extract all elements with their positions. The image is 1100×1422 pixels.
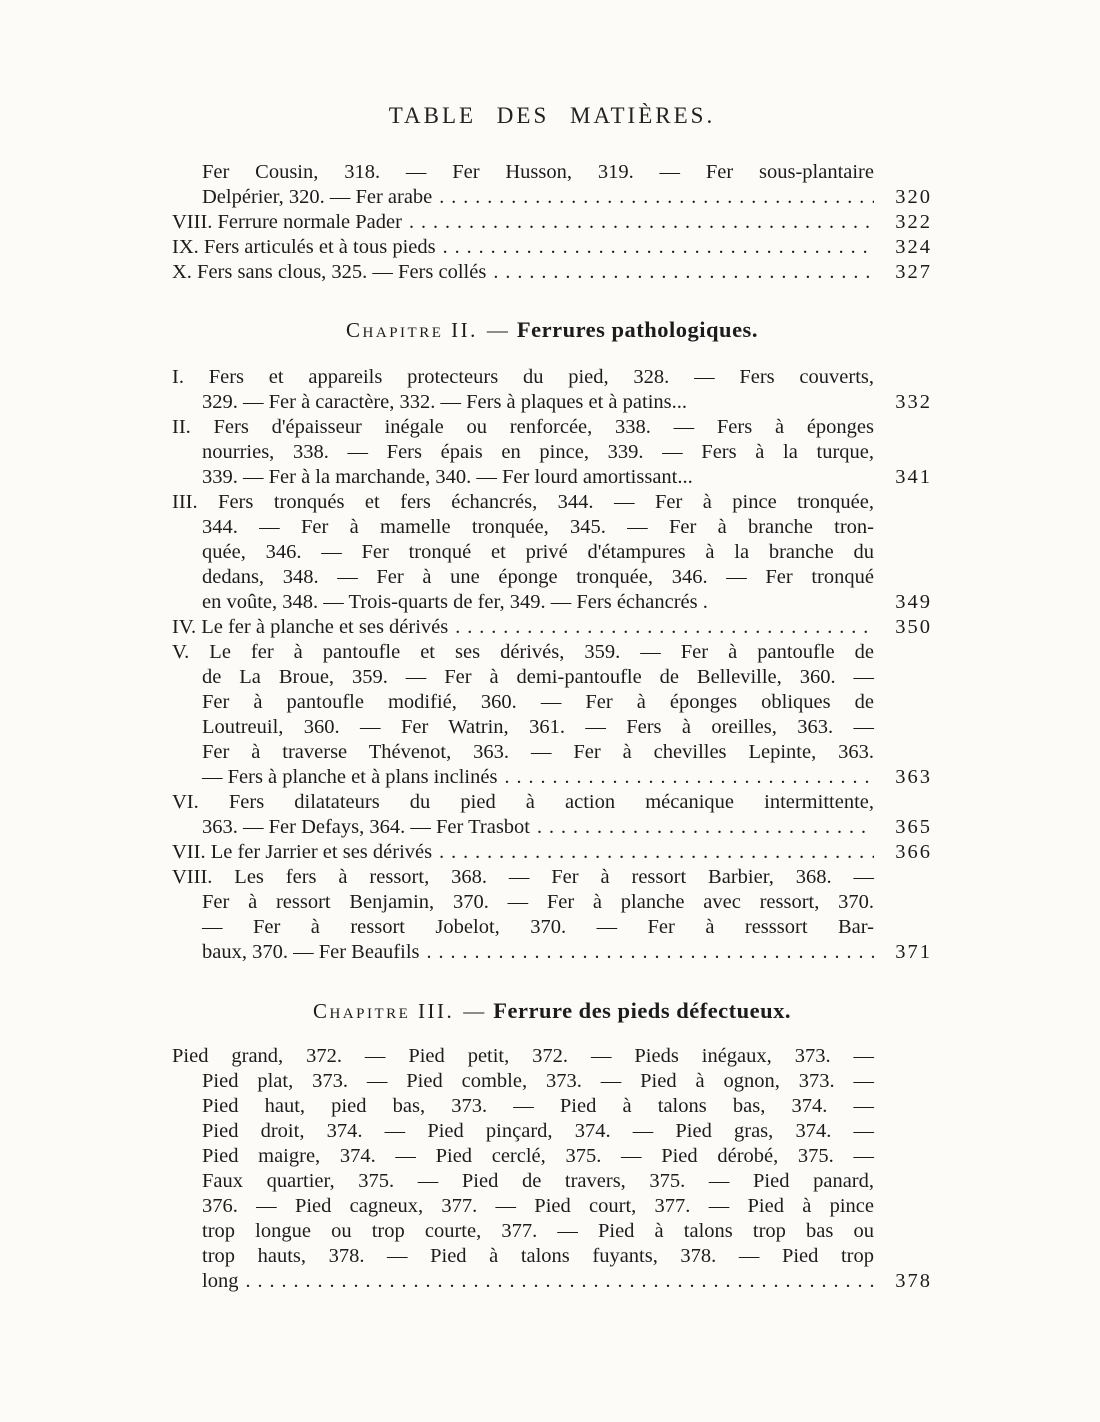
- toc-line: [172, 1094, 932, 1119]
- toc-line: [172, 490, 932, 515]
- toc-line: [172, 1269, 932, 1294]
- toc-line: [172, 590, 932, 615]
- toc-line-text: VIII. Ferrure normale Pader: [172, 211, 402, 233]
- toc-line: [172, 1244, 932, 1269]
- page-number: 341: [895, 466, 932, 488]
- page-title: TABLE DES MATIÈRES.: [388, 103, 716, 128]
- toc-line: [172, 185, 932, 210]
- chapter-dash: —: [463, 999, 485, 1023]
- toc-line-text: 363. — Fer Defays, 364. — Fer Trasbot: [202, 816, 530, 838]
- toc-line-text: 376. — Pied cagneux, 377. — Pied court, 377. — Pied à pince: [202, 1195, 874, 1217]
- toc-line-text: Pied grand, 372. — Pied petit, 372. — Pieds inégaux, 373. —: [172, 1045, 874, 1067]
- toc-line-text: Fer à traverse Thévenot, 363. — Fer à chevilles Lepinte, 363.: [202, 741, 874, 763]
- toc-line-text: Pied plat, 373. — Pied comble, 373. — Pied à ognon, 373. —: [202, 1070, 874, 1092]
- toc-line: [172, 615, 932, 640]
- toc-line: [172, 415, 932, 440]
- page-number: 350: [895, 616, 932, 638]
- toc-line: [172, 915, 932, 940]
- toc-line: [172, 160, 932, 185]
- toc-line: [172, 1044, 932, 1069]
- dot-leader: [436, 235, 874, 260]
- toc-line-text: — Fer à ressort Jobelot, 370. — Fer à resssort Bar-: [202, 916, 874, 938]
- chapter-label: Chapitre II.: [346, 318, 478, 342]
- toc-line: [172, 690, 932, 715]
- toc-line: [172, 940, 932, 965]
- toc-line: [172, 640, 932, 665]
- chapter-dash: —: [486, 318, 508, 342]
- toc-line-text: quée, 346. — Fer tronqué et privé d'étampures à la branche du: [202, 541, 874, 563]
- page-number: 365: [895, 816, 932, 838]
- page-number: 322: [895, 211, 932, 233]
- toc-line: [172, 210, 932, 235]
- toc-line: [172, 1144, 932, 1169]
- toc-line: [172, 1069, 932, 1094]
- toc-section-intro: [172, 160, 932, 285]
- toc-line: [172, 1194, 932, 1219]
- toc-line: [172, 1119, 932, 1144]
- toc-line-text: VII. Le fer Jarrier et ses dérivés: [172, 841, 433, 863]
- dot-leader: [530, 815, 874, 840]
- toc-line: [172, 865, 932, 890]
- page-number: 363: [895, 766, 932, 788]
- toc-line-text: nourries, 338. — Fers épais en pince, 339. — Fers à la turque,: [202, 441, 874, 463]
- toc-line-text: dedans, 348. — Fer à une éponge tronquée, 346. — Fer tronqué: [202, 566, 874, 588]
- dot-leader: [238, 1269, 874, 1294]
- toc-line-text: Delpérier, 320. — Fer arabe: [202, 186, 433, 208]
- toc-line-text: Fer Cousin, 318. — Fer Husson, 319. — Fer sous-plantaire: [202, 161, 874, 183]
- toc-line-text: Fer à pantoufle modifié, 360. — Fer à éponges obliques de: [202, 691, 874, 713]
- toc-line-text: trop hauts, 378. — Pied à talons fuyants, 378. — Pied trop: [202, 1245, 874, 1267]
- page-number: 366: [895, 841, 932, 863]
- page-number: 349: [895, 591, 932, 613]
- page-number: 327: [895, 261, 932, 283]
- dot-leader: [432, 840, 874, 865]
- toc-line-text: 344. — Fer à mamelle tronquée, 345. — Fer à branche tron-: [202, 516, 874, 538]
- dot-leader: [432, 185, 874, 210]
- chapter-label: Chapitre III.: [312, 999, 455, 1023]
- page-number: 324: [895, 236, 932, 258]
- chapter-title: Ferrure des pieds défectueux.: [493, 998, 792, 1023]
- toc-line: [172, 815, 932, 840]
- dot-leader: [486, 260, 874, 285]
- toc-section-ch3: [172, 1044, 932, 1294]
- toc-line-text: de La Broue, 359. — Fer à demi-pantoufle de Belleville, 360. —: [202, 666, 874, 688]
- page-number: 320: [895, 186, 932, 208]
- toc-line: [172, 365, 932, 390]
- toc-line-text: II. Fers d'épaisseur inégale ou renforcée, 338. — Fers à éponges: [172, 416, 874, 438]
- toc-line: [172, 665, 932, 690]
- toc-line-text: VIII. Les fers à ressort, 368. — Fer à ressort Barbier, 368. —: [172, 866, 874, 888]
- toc-line-text: Loutreuil, 360. — Fer Watrin, 361. — Fers à oreilles, 363. —: [202, 716, 874, 738]
- chapter-heading-2: [172, 314, 932, 346]
- dot-leader: [402, 210, 874, 235]
- dot-leader: [448, 615, 874, 640]
- toc-line-text: long: [202, 1270, 239, 1292]
- toc-line: [172, 260, 932, 285]
- toc-line-text: III. Fers tronqués et fers échancrés, 344. — Fer à pince tronquée,: [172, 491, 874, 513]
- toc-line-text: en voûte, 348. — Trois-quarts de fer, 349. — Fers échancrés .: [202, 591, 708, 613]
- toc-line: [172, 1219, 932, 1244]
- toc-line: [172, 790, 932, 815]
- toc-line: [172, 565, 932, 590]
- toc-line-text: I. Fers et appareils protecteurs du pied, 328. — Fers couverts,: [172, 366, 874, 388]
- chapter-heading-3: [172, 995, 932, 1027]
- toc-section-ch2: [172, 365, 932, 965]
- toc-line-text: Faux quartier, 375. — Pied de travers, 375. — Pied panard,: [202, 1170, 874, 1192]
- toc-line-text: IV. Le fer à planche et ses dérivés: [172, 616, 449, 638]
- toc-line: [172, 890, 932, 915]
- dot-leader: [497, 765, 874, 790]
- toc-line-text: IX. Fers articulés et à tous pieds: [172, 236, 436, 258]
- toc-line-text: V. Le fer à pantoufle et ses dérivés, 359. — Fer à pantoufle de: [172, 641, 874, 663]
- toc-line-text: VI. Fers dilatateurs du pied à action mécanique intermittente,: [172, 791, 874, 813]
- toc-line-text: trop longue ou trop courte, 377. — Pied à talons trop bas ou: [202, 1220, 874, 1242]
- toc-line: [172, 440, 932, 465]
- toc-line-text: baux, 370. — Fer Beaufils: [202, 941, 420, 963]
- toc-line-text: 329. — Fer à caractère, 332. — Fers à plaques et à patins...: [202, 391, 688, 413]
- toc-line: [172, 740, 932, 765]
- toc-line: [172, 540, 932, 565]
- toc-line: [172, 465, 932, 490]
- page-number: 371: [895, 941, 932, 963]
- toc-line-text: Pied droit, 374. — Pied pinçard, 374. — Pied gras, 374. —: [202, 1120, 874, 1142]
- toc-line: [172, 390, 932, 415]
- toc-line-text: X. Fers sans clous, 325. — Fers collés: [172, 261, 487, 283]
- toc-line-text: Pied haut, pied bas, 373. — Pied à talons bas, 374. —: [202, 1095, 874, 1117]
- toc-line-text: Fer à ressort Benjamin, 370. — Fer à planche avec ressort, 370.: [202, 891, 874, 913]
- toc-line-text: 339. — Fer à la marchande, 340. — Fer lourd amortissant...: [202, 466, 693, 488]
- toc-line-text: — Fers à planche et à plans inclinés: [202, 766, 498, 788]
- page-number: 332: [895, 391, 932, 413]
- page-number: 378: [895, 1270, 932, 1292]
- toc-line: [172, 840, 932, 865]
- toc-line: [172, 715, 932, 740]
- toc-line-text: Pied maigre, 374. — Pied cerclé, 375. — Pied dérobé, 375. —: [202, 1145, 874, 1167]
- chapter-title: Ferrures pathologiques.: [516, 317, 758, 342]
- toc-line: [172, 235, 932, 260]
- toc-line: [172, 515, 932, 540]
- toc-line: [172, 1169, 932, 1194]
- toc-line: [172, 765, 932, 790]
- dot-leader: [420, 940, 875, 965]
